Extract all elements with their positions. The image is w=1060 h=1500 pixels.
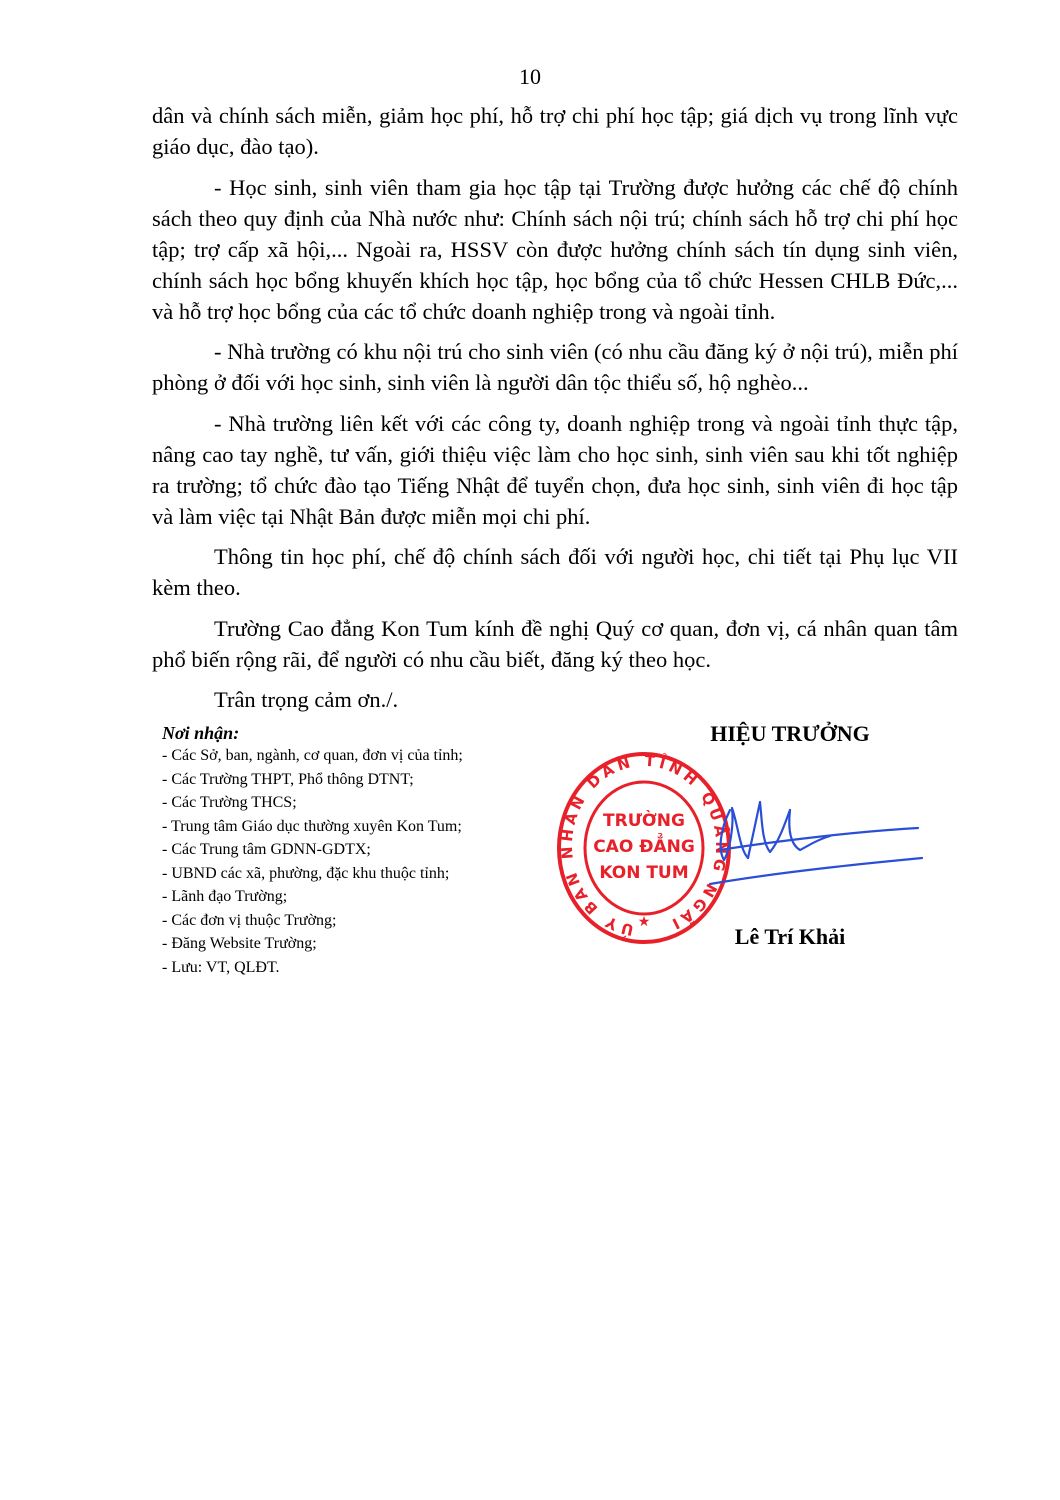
recipient-item: - Các đơn vị thuộc Trường; [162, 911, 337, 929]
seal-line-1: TRƯỜNG [603, 811, 685, 831]
seal-line-3: KON TUM [599, 863, 689, 883]
paragraph: - Học sinh, sinh viên tham gia học tập tại Trường được hưởng các chế độ chính sách theo quy định của Nhà nước như: Chính sách nội trú; chính sách hỗ trợ chi phí học tập; trợ cấp xã hội,... Ngoài ra, HSSV còn được hưởng chính sách tín dụng sinh viên, chính sách học bổng khuyến khích học tập, học bổng của tổ chức Hessen CHLB Đức,... và hỗ trợ học bổng của các tổ chức doanh nghiệp trong và ngoài tỉnh. [152, 174, 958, 324]
recipient-item: - Các Trường THCS; [162, 794, 297, 811]
paragraph: dân và chính sách miễn, giảm học phí, hỗ trợ chi phí học tập; giá dịch vụ trong lĩnh vực giáo dục, đào tạo). [152, 103, 958, 159]
paragraph: Trường Cao đẳng Kon Tum kính đề nghị Quý cơ quan, đơn vị, cá nhân quan tâm phổ biến rộng rãi, để người có nhu cầu biết, đăng ký theo học. [152, 615, 958, 672]
recipient-item: - Trung tâm Giáo dục thường xuyên Kon Tum; [162, 817, 462, 835]
seal-ring-text: ỦY BAN NHÂN DÂN TỈNH QUẢNG NGÃI [557, 751, 731, 940]
recipient-item: - Lãnh đạo Trường; [162, 888, 288, 905]
recipients-block [162, 722, 562, 979]
page-number: 10 [519, 64, 541, 89]
paragraph: - Nhà trường có khu nội trú cho sinh viên (có nhu cầu đăng ký ở nội trú), miễn phí phòng ở đối với học sinh, sinh viên là người dân tộc thiểu số, hộ nghèo... [152, 339, 958, 395]
signer-name: Lê Trí Khải [734, 924, 846, 949]
recipient-item: - Lưu: VT, QLĐT. [162, 958, 280, 976]
closing-paragraph: Trân trọng cảm ơn./. [214, 687, 399, 712]
recipient-item: - Các Trường THPT, Phổ thông DTNT; [162, 770, 414, 788]
seal-line-2: CAO ĐẲNG [593, 837, 695, 857]
handwritten-signature [690, 780, 930, 900]
recipient-item: - UBND các xã, phường, đặc khu thuộc tỉnh; [162, 864, 450, 882]
recipients-list [162, 744, 562, 979]
recipient-item: - Các Sở, ban, ngành, cơ quan, đơn vị của tỉnh; [162, 747, 463, 764]
paragraph: - Nhà trường liên kết với các công ty, doanh nghiệp trong và ngoài tỉnh thực tập, nâng cao tay nghề, tư vấn, giới thiệu việc làm cho học sinh, sinh viên sau khi tốt nghiệp ra trường; tổ chức đào tạo Tiếng Nhật để tuyển chọn, đưa học sinh, sinh viên đi học tập và làm việc tại Nhật Bản được miễn mọi chi phí. [152, 410, 958, 529]
recipients-title: Nơi nhận: [162, 723, 240, 743]
seal-star-icon: ★ [637, 914, 651, 930]
letter-body [152, 100, 958, 725]
recipient-item: - Đăng Website Trường; [162, 935, 317, 952]
recipient-item: - Các Trung tâm GDNN-GDTX; [162, 841, 371, 858]
paragraph: Thông tin học phí, chế độ chính sách đối với người học, chi tiết tại Phụ lục VII kèm theo. [152, 544, 958, 600]
signer-title: HIỆU TRƯỞNG [710, 721, 870, 746]
